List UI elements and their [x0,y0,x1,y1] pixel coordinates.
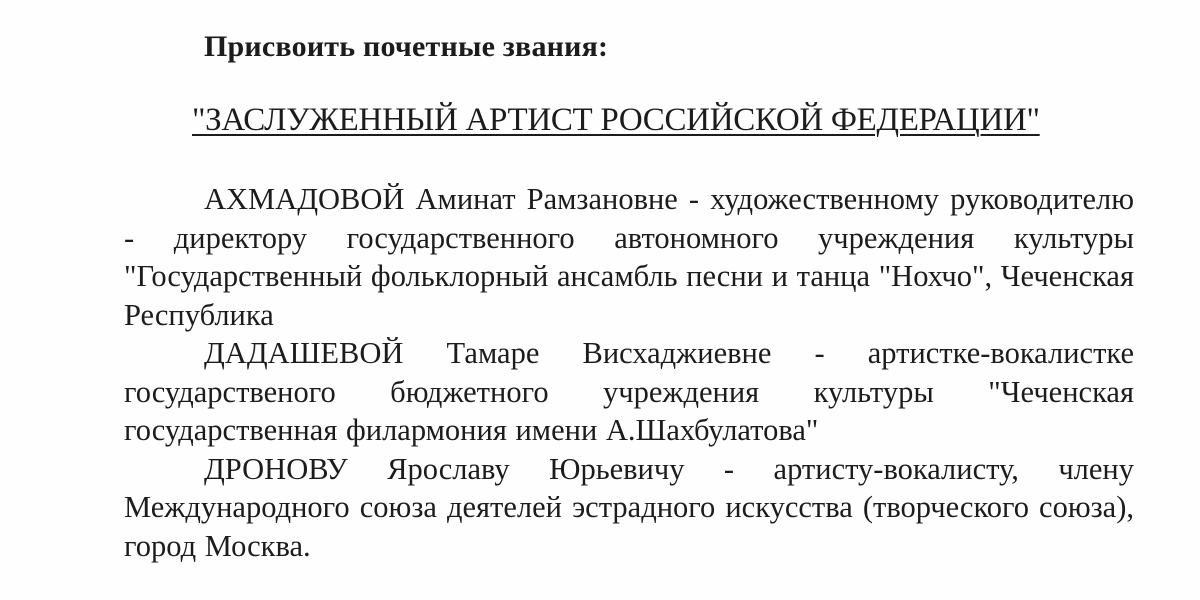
awardee-paragraph: ДРОНОВУ Ярославу Юрьевичу - артисту-вокалисту, члену Международного союза деятелей эстрадного искусства (творческого союза), город Москва. [124,451,1134,563]
awardee-paragraph: ДАДАШЕВОЙ Тамаре Висхаджиевне - артистке-вокалистке государственого бюджетного учреждения культуры "Чеченская государственная филармония имени А.Шахбулатова" [124,336,1134,447]
honorary-title: "ЗАСЛУЖЕННЫЙ АРТИСТ РОССИЙСКОЙ ФЕДЕРАЦИИ" [192,102,1040,138]
awardee-list [124,180,1134,565]
awardee-paragraph: АХМАДОВОЙ Аминат Рамзановне - художественному руководителю - директору государственного автономного учреждения культуры "Государственный фольклорный ансамбль песни и танца "Нохчо", Чеченская Республика [124,182,1134,332]
heading: Присвоить почетные звания: [204,30,609,63]
